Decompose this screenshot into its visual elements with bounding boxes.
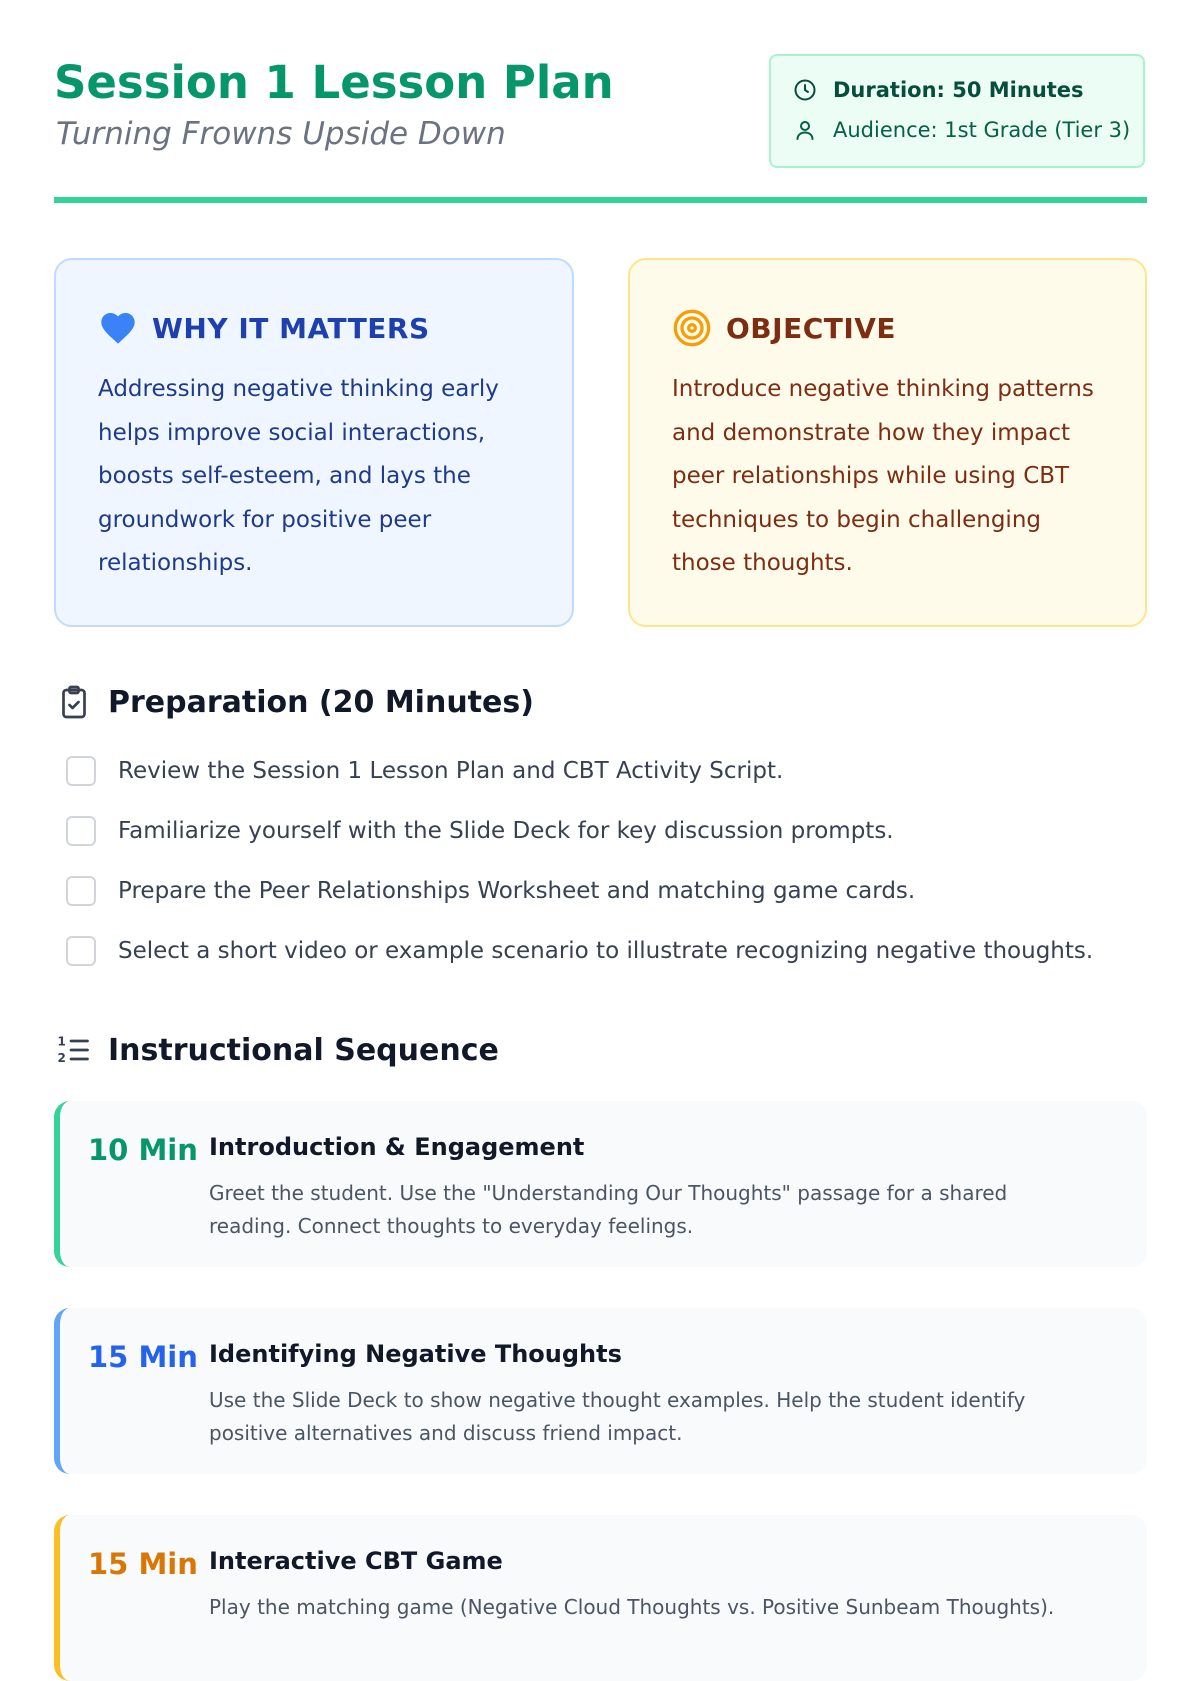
step-title: Identifying Negative Thoughts <box>209 1340 622 1368</box>
sequence-step <box>54 1515 1147 1681</box>
heart-icon <box>98 308 138 348</box>
step-description: Greet the student. Use the "Understanding Our Thoughts" passage for a shared reading. Connect thoughts to everyday feelings. <box>209 1181 1008 1238</box>
checklist-item[interactable] <box>66 936 1093 966</box>
checklist-item-label: Select a short video or example scenario to illustrate recognizing negative thoughts. <box>118 938 1094 964</box>
step-description: Use the Slide Deck to show negative thought examples. Help the student identify positive alternatives and discuss friend impact. <box>209 1388 1026 1445</box>
objective-card <box>628 258 1147 627</box>
header <box>54 50 1147 202</box>
checklist-item-label: Prepare the Peer Relationships Worksheet and matching game cards. <box>118 878 916 904</box>
sequence-step <box>54 1308 1147 1474</box>
preparation-heading-row <box>56 684 534 720</box>
svg-text:1: 1 <box>57 1034 66 1049</box>
clock-icon <box>793 78 817 102</box>
why-it-matters-text: Addressing negative thinking early helps improve social interactions, boosts self-esteem, and lays the groundwork for positive peer relationships. <box>98 376 499 576</box>
objective-header <box>672 308 896 348</box>
step-duration: 10 Min <box>88 1133 198 1167</box>
duration-text: Duration: 50 Minutes <box>833 78 1084 102</box>
objective-text: Introduce negative thinking patterns and demonstrate how they impact peer relationships while using CBT techniques to begin challenging those thoughts. <box>672 376 1094 576</box>
checklist-item-label: Familiarize yourself with the Slide Deck for key discussion prompts. <box>118 818 894 844</box>
step-duration: 15 Min <box>88 1340 198 1374</box>
why-it-matters-heading: WHY IT MATTERS <box>152 311 430 345</box>
step-description: Play the matching game (Negative Cloud Thoughts vs. Positive Sunbeam Thoughts). <box>209 1595 1055 1619</box>
sequence-heading: Instructional Sequence <box>108 1032 499 1068</box>
header-divider <box>54 197 1147 203</box>
preparation-heading: Preparation (20 Minutes) <box>108 684 534 720</box>
duration-row <box>793 78 1084 102</box>
numbered-list-icon <box>56 1032 92 1068</box>
why-it-matters-header <box>98 308 430 348</box>
sequence-step <box>54 1101 1147 1267</box>
page-title: Session 1 Lesson Plan <box>54 56 614 109</box>
objective-heading: OBJECTIVE <box>726 311 897 345</box>
target-icon <box>672 308 712 348</box>
checklist-item-label: Review the Session 1 Lesson Plan and CBT Activity Script. <box>118 758 784 784</box>
why-it-matters-card <box>54 258 574 627</box>
user-icon <box>793 118 817 142</box>
step-duration: 15 Min <box>88 1547 198 1581</box>
checkbox[interactable] <box>66 816 96 846</box>
step-title: Introduction & Engagement <box>209 1133 585 1161</box>
step-title: Interactive CBT Game <box>209 1547 503 1575</box>
session-info-box <box>769 54 1145 168</box>
checkbox[interactable] <box>66 936 96 966</box>
checkbox[interactable] <box>66 876 96 906</box>
page-subtitle: Turning Frowns Upside Down <box>56 116 506 152</box>
audience-row <box>793 118 1130 142</box>
checkbox[interactable] <box>66 756 96 786</box>
audience-text: Audience: 1st Grade (Tier 3) <box>833 118 1131 142</box>
svg-text:2: 2 <box>57 1051 66 1065</box>
checklist-item[interactable] <box>66 756 783 786</box>
checklist-item[interactable] <box>66 876 915 906</box>
sequence-heading-row <box>56 1032 499 1068</box>
clipboard-check-icon <box>56 684 92 720</box>
checklist-item[interactable] <box>66 816 894 846</box>
